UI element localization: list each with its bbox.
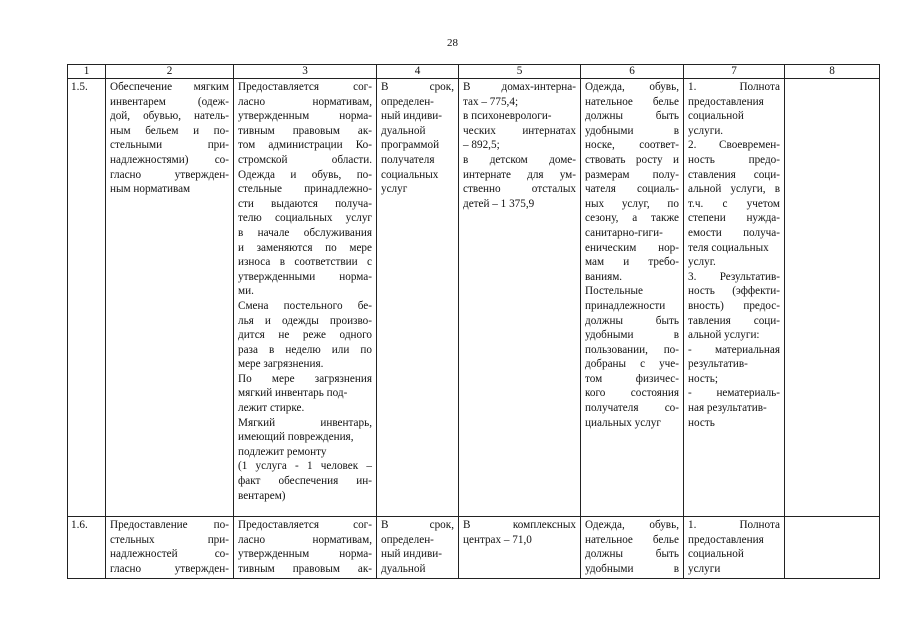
services-table [67, 64, 880, 579]
text-line: факт обеспечения ин- [238, 475, 372, 488]
row-number: 1.6. [68, 517, 106, 579]
text-line: том администрации Ко- [238, 139, 372, 152]
text-line: определен- [381, 533, 434, 546]
text-line: лья и одежды произво- [238, 314, 372, 327]
text-line: получателя [381, 153, 435, 166]
column-number: 3 [234, 65, 377, 79]
text-line: услуги. [688, 124, 724, 137]
text-line: результатив- [688, 358, 748, 371]
text-line: услуги [688, 562, 721, 575]
text-line: телю социальных услуг [238, 212, 372, 225]
text-line: принадлежности [585, 299, 666, 312]
text-line: ность (эффекти- [688, 285, 780, 298]
text-line: Одежда и обувь, по- [238, 168, 372, 181]
text-line: Одежда, обувь, [585, 519, 679, 531]
text-line: предоставления [688, 95, 764, 108]
text-line: определен- [381, 95, 434, 108]
text-line: Мягкий инвентарь, [238, 416, 372, 429]
text-line: стромской области. [238, 153, 372, 166]
text-line: ность предо- [688, 153, 780, 166]
text-line: тах – 775,4; [463, 95, 519, 108]
text-line: в психоневрологи- [463, 110, 552, 123]
text-line: - нематериаль- [688, 387, 780, 400]
text-line: По мере загрязнения [238, 372, 372, 385]
text-line: (1 услуга - 1 человек – [238, 460, 372, 473]
text-line: программой [381, 139, 440, 152]
service-cost-cell [459, 79, 581, 517]
text-line: сезону, а также [585, 212, 679, 225]
text-line: Одежда, обувь, [585, 81, 679, 93]
text-line: социальных [381, 168, 439, 181]
text-line: степени нужда- [688, 212, 780, 225]
text-line: ствовать росту и [585, 153, 679, 166]
text-line: должны быть [585, 110, 679, 123]
text-line: дуальной [381, 124, 426, 137]
empty-cell [785, 517, 880, 579]
text-line: ным нормативам [110, 183, 191, 196]
text-line: интернате для ум- [463, 168, 576, 181]
empty-cell [785, 79, 880, 517]
text-line: стельными при- [110, 139, 229, 152]
column-number: 6 [581, 65, 684, 79]
page-number: 28 [447, 37, 458, 49]
text-line: ным бельем и по- [110, 124, 229, 137]
text-line: В срок, [381, 81, 454, 93]
text-line: циальных услуг [585, 416, 661, 429]
text-line: гласно утвержден- [110, 562, 229, 575]
service-term-cell [377, 79, 459, 517]
service-cost-cell [459, 517, 581, 579]
text-line: удобными в [585, 124, 679, 137]
text-line: 1. Полнота [688, 81, 780, 93]
text-line: ный индиви- [381, 110, 442, 123]
text-line: В комплексных [463, 519, 576, 531]
text-line: ваниям. [585, 270, 623, 283]
text-line: емости получа- [688, 226, 780, 239]
text-line: нательное белье [585, 95, 679, 108]
text-line: 1. Полнота [688, 519, 780, 531]
text-line: ная результатив- [688, 402, 767, 415]
text-line: износа в соответствии с [238, 256, 372, 269]
text-line: размерам полу- [585, 168, 679, 181]
service-name-cell [106, 79, 234, 517]
text-line: утвержденными норма- [238, 270, 372, 283]
text-line: детей – 1 375,9 [463, 197, 535, 210]
text-line: теля социальных [688, 241, 769, 254]
column-number: 2 [106, 65, 234, 79]
text-line: 2. Своевремен- [688, 139, 780, 152]
text-line: Постельные [585, 285, 643, 298]
text-line: инвентарем (одеж- [110, 95, 229, 108]
text-line: ставления соци- [688, 168, 780, 181]
text-line: тавления соци- [688, 314, 780, 327]
text-line: надлежностями) со- [110, 153, 229, 166]
text-line: ный индиви- [381, 548, 442, 561]
text-line: вентарем) [238, 489, 286, 502]
service-quality-cell [684, 517, 785, 579]
text-line: мам и требо- [585, 256, 679, 269]
text-line: предоставления [688, 533, 764, 546]
text-line: и заменяются по мере [238, 241, 372, 254]
text-line: раза в неделю или по [238, 343, 372, 356]
column-number: 1 [68, 65, 106, 79]
text-line: нательное белье [585, 533, 679, 546]
service-quality-cell [684, 79, 785, 517]
text-line: ность; [688, 372, 718, 385]
text-line: ность [688, 416, 715, 429]
text-line: социальной [688, 110, 744, 123]
text-line: носке, соответ- [585, 139, 679, 152]
text-line: социальной [688, 548, 744, 561]
text-line: в начале обслуживания [238, 226, 372, 239]
text-line: центрах – 71,0 [463, 533, 532, 546]
text-line: получателя со- [585, 402, 679, 415]
text-line: гласно утвержден- [110, 168, 229, 181]
text-line: чателя социаль- [585, 183, 679, 196]
service-description-cell [234, 79, 377, 517]
text-line: - материальная [688, 343, 780, 356]
text-line: альной услуги, в [688, 183, 780, 196]
text-line: ческих интернатах [463, 124, 576, 137]
text-line: удобными в [585, 562, 679, 575]
text-line: пользовании, по- [585, 343, 679, 356]
text-line: В домах-интерна- [463, 81, 576, 93]
text-line: дится не реже одного [238, 329, 372, 342]
column-number: 7 [684, 65, 785, 79]
text-line: утвержденным норма- [238, 110, 372, 123]
text-line: стельные принадлежно- [238, 183, 372, 196]
text-line: Смена постельного бе- [238, 299, 372, 312]
service-description-cell [234, 517, 377, 579]
row-number: 1.5. [68, 79, 106, 517]
text-line: В срок, [381, 519, 454, 531]
column-number: 4 [377, 65, 459, 79]
text-line: 3. Результатив- [688, 270, 780, 283]
text-line: в детском доме- [463, 153, 576, 166]
text-line: Предоставление по- [110, 519, 229, 531]
text-line: подлежит ремонту [238, 445, 327, 458]
text-line: дой, обувью, натель- [110, 110, 229, 123]
text-line: мере загрязнения. [238, 358, 324, 371]
text-line: ственно отсталых [463, 183, 576, 196]
text-line: санитарно-гиги- [585, 226, 663, 239]
text-line: Предоставляется сог- [238, 519, 372, 531]
service-term-cell [377, 517, 459, 579]
text-line: сти выдаются получа- [238, 197, 372, 210]
text-line: кого состояния [585, 387, 679, 400]
text-line: утвержденным норма- [238, 548, 372, 561]
text-line: дуальной [381, 562, 426, 575]
text-line: услуг. [688, 256, 716, 269]
text-line: Обеспечение мягким [110, 81, 229, 93]
service-conditions-cell [581, 517, 684, 579]
text-line: альной услуги: [688, 329, 760, 342]
text-line: надлежностей со- [110, 548, 229, 561]
text-line: имеющий повреждения, [238, 431, 354, 444]
text-line: том физичес- [585, 372, 679, 385]
text-line: еническим нор- [585, 241, 679, 254]
text-line: Предоставляется сог- [238, 81, 372, 93]
text-line: вность) предос- [688, 299, 780, 312]
text-line: – 892,5; [463, 139, 500, 152]
table-row [68, 79, 880, 517]
text-line: ных услуг, по [585, 197, 679, 210]
text-line: удобными в [585, 329, 679, 342]
text-line: услуг [381, 183, 408, 196]
column-number: 5 [459, 65, 581, 79]
column-number: 8 [785, 65, 880, 79]
table-row [68, 517, 880, 579]
text-line: ласно нормативам, [238, 533, 372, 546]
column-number-row [68, 65, 880, 79]
text-line: добраны с уче- [585, 358, 679, 371]
text-line: ласно нормативам, [238, 95, 372, 108]
text-line: ми. [238, 285, 254, 298]
text-line: тивным правовым ак- [238, 124, 372, 137]
text-line: стельных при- [110, 533, 229, 546]
text-line: лежит стирке. [238, 402, 305, 415]
text-line: мягкий инвентарь под- [238, 387, 348, 400]
text-line: должны быть [585, 314, 679, 327]
text-line: т.ч. с учетом [688, 197, 780, 210]
service-name-cell [106, 517, 234, 579]
text-line: тивным правовым ак- [238, 562, 372, 575]
text-line: должны быть [585, 548, 679, 561]
service-conditions-cell [581, 79, 684, 517]
